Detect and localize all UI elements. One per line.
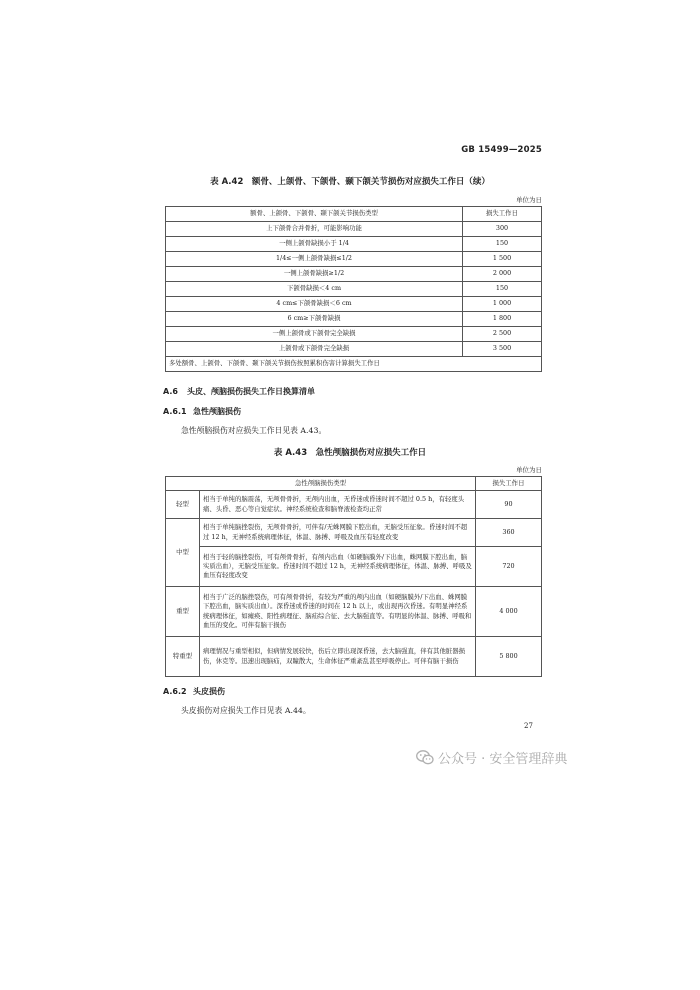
table-row: [166, 252, 542, 267]
days-cell: 150: [463, 282, 542, 297]
table-a43: [165, 476, 542, 677]
table-row: [166, 519, 542, 547]
injury-type-cell: 一侧上颌骨或下颌骨完全缺损: [166, 327, 463, 342]
table-row: [166, 342, 542, 357]
table-row: [166, 222, 542, 237]
days-cell: 150: [463, 237, 542, 252]
days-cell: 2 500: [463, 327, 542, 342]
table-row: [166, 547, 542, 587]
injury-type-cell: 一侧上颌骨缺损≥1/2: [166, 267, 463, 282]
section-a6-title: 头皮、颅脑损伤损失工作日换算清单: [187, 387, 315, 396]
wechat-icon: [416, 750, 434, 765]
table-a42: [165, 206, 542, 372]
table-a42-caption: 表 A.42 额骨、上颌骨、下颌骨、颞下颌关节损伤对应损失工作日（续）: [210, 177, 490, 187]
section-a62-number: A.6.2: [163, 687, 187, 696]
standard-number: GB 15499—2025: [461, 145, 542, 155]
injury-type-cell: 上颌骨或下颌骨完全缺损: [166, 342, 463, 357]
description-cell: 病理情况与重型相似，但病情发展较快，伤后立即出现深昏迷，去大脑强直，伴有其他脏器损伤，休克等。迅速出现脑疝，双瞳散大，生命体征严重紊乱甚至呼吸停止。可伴有脑干损伤: [200, 637, 476, 677]
section-a61-number: A.6.1: [163, 407, 187, 416]
days-cell: 90: [476, 491, 542, 519]
days-cell: 360: [476, 519, 542, 547]
table-row: [166, 327, 542, 342]
watermark: [416, 748, 567, 767]
table-a42-header-type: 额骨、上颌骨、下颌骨、颞下颌关节损伤类型: [166, 207, 463, 222]
table-a43-header-days: 损失工作日: [476, 477, 542, 491]
days-cell: 720: [476, 547, 542, 587]
table-a42-header-days: 损失工作日: [463, 207, 542, 222]
grade-cell: 中型: [166, 519, 200, 587]
table-row: [166, 587, 542, 637]
description-cell: 相当于单纯脑挫裂伤，无颅骨骨折，可伴有/无蛛网膜下腔出血，无脑受压征象。昏迷时间不超过 12 h，无神经系统病理体征，体温、脉搏、呼吸及血压有轻度改变: [200, 519, 476, 547]
description-cell: 相当于轻的脑挫裂伤，可有颅骨骨折，有颅内出血（如硬脑膜外/下出血，蛛网膜下腔出血，脑实质出血），无脑受压征象。昏迷时间不超过 12 h，无神经系统病理体征，体温、脉搏、呼吸及血压有轻度改变: [200, 547, 476, 587]
days-cell: 1 000: [463, 297, 542, 312]
days-cell: 300: [463, 222, 542, 237]
days-cell: 4 000: [476, 587, 542, 637]
description-cell: 相当于广泛的脑挫裂伤，可有颅骨骨折，有较为严重的颅内出血（如硬脑膜外/下出血、蛛网膜下腔出血，脑实质出血）。深昏迷或昏迷的时间在 12 h 以上，或出现再次昏迷。有明显神经系统病理体征，如瘫痪、阳性病理征、脑疝综合征、去大脑强直等。有明显的体温、脉搏、呼吸和血压的变化。可伴有脑干损伤: [200, 587, 476, 637]
days-cell: 2 000: [463, 267, 542, 282]
section-a61-title: 急性颅脑损伤: [193, 407, 241, 416]
days-cell: 1 500: [463, 252, 542, 267]
watermark-text: 公众号 · 安全管理辞典: [438, 752, 568, 767]
table-note-row: [166, 357, 542, 372]
table-a43-caption: 表 A.43 急性颅脑损伤对应损失工作日: [273, 448, 427, 458]
days-cell: 3 500: [463, 342, 542, 357]
description-cell: 相当于单纯的脑震荡，无颅骨骨折，无颅内出血，无昏迷或昏迷时间不超过 0.5 h，有轻度头痛、头昏、恶心等自觉症状。神经系统检查和脑脊液检查均正常: [200, 491, 476, 519]
table-a42-unit: 单位为日: [516, 196, 542, 204]
table-row: [166, 237, 542, 252]
days-cell: 5 800: [476, 637, 542, 677]
section-a62-title: 头皮损伤: [193, 687, 225, 696]
section-a61-heading: [163, 406, 241, 417]
injury-type-cell: 一侧上颌骨缺损小于 1/4: [166, 237, 463, 252]
table-a42-note: 多处额骨、上颌骨、下颌骨、颞下颌关节损伤按照累积伤害计算损失工作日: [166, 357, 542, 372]
days-cell: 1 800: [463, 312, 542, 327]
injury-type-cell: 上下颌骨合并骨折，可能影响功能: [166, 222, 463, 237]
table-row: [166, 491, 542, 519]
table-row: [166, 267, 542, 282]
table-row: [166, 312, 542, 327]
grade-cell: 轻型: [166, 491, 200, 519]
table-row: [166, 282, 542, 297]
section-a6-heading: [163, 386, 315, 397]
grade-cell: 重型: [166, 587, 200, 637]
section-a6-number: A.6: [163, 387, 178, 396]
injury-type-cell: 4 cm≤下颌骨缺损＜6 cm: [166, 297, 463, 312]
table-row: [166, 637, 542, 677]
grade-cell: 特重型: [166, 637, 200, 677]
injury-type-cell: 6 cm≥下颌骨缺损: [166, 312, 463, 327]
paragraph-a61: 急性颅脑损伤对应损失工作日见表 A.43。: [181, 426, 327, 435]
table-a43-header-type: 急性颅脑损伤类型: [166, 477, 476, 491]
table-a43-unit: 单位为日: [516, 466, 542, 474]
paragraph-a62: 头皮损伤对应损失工作日见表 A.44。: [181, 706, 311, 715]
injury-type-cell: 1/4≤一侧上颌骨缺损≤1/2: [166, 252, 463, 267]
page-number: 27: [524, 722, 533, 730]
section-a62-heading: [163, 686, 225, 697]
table-row: [166, 297, 542, 312]
injury-type-cell: 下颌骨缺损＜4 cm: [166, 282, 463, 297]
